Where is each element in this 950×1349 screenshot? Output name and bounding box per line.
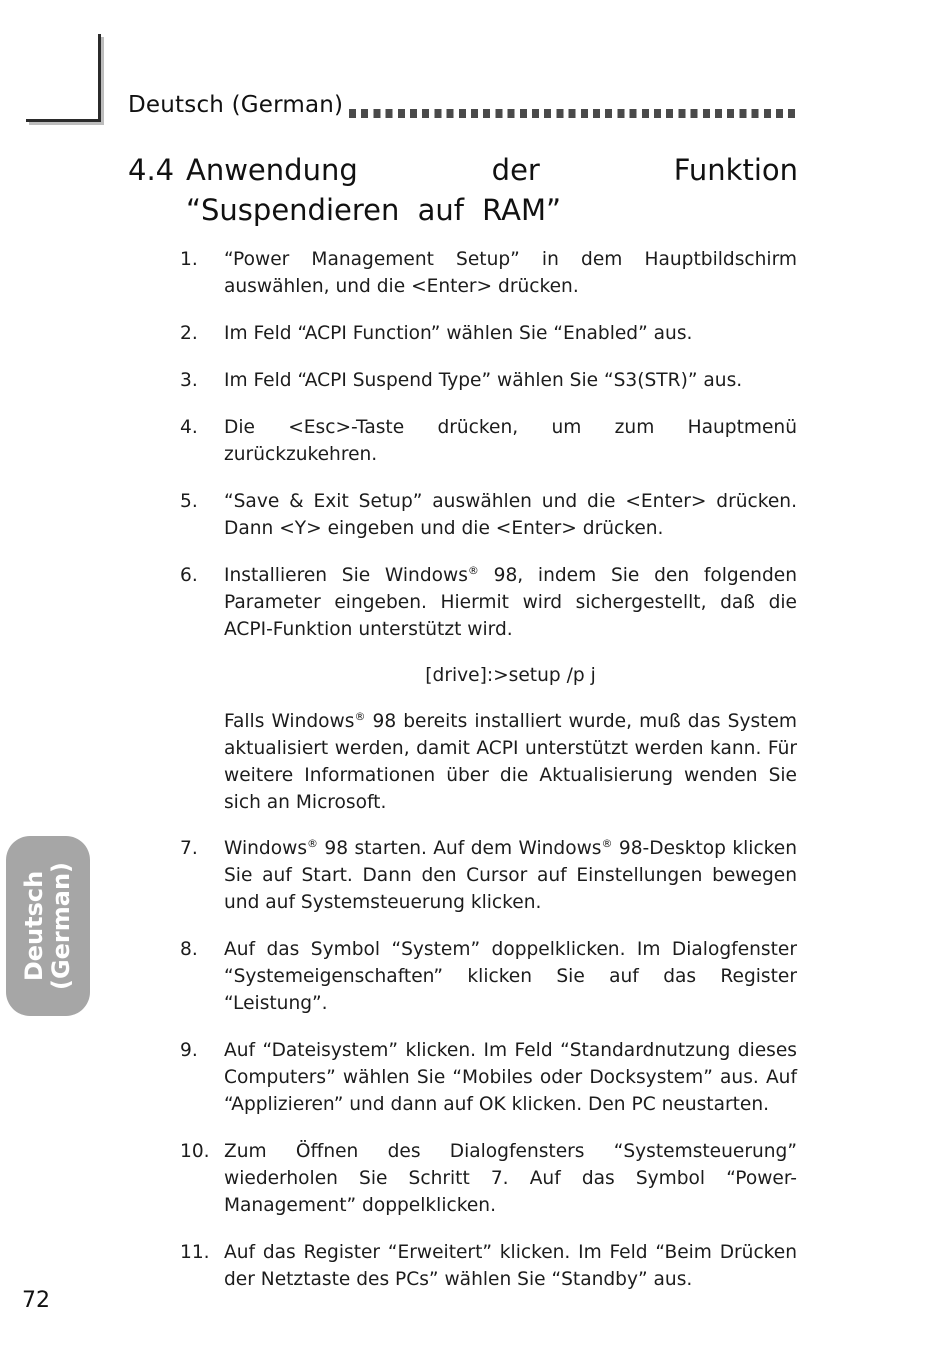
registered-mark: ® (307, 837, 318, 850)
step-text-part: Installieren Sie Windows (224, 565, 468, 586)
side-tab-line: Deutsch (20, 870, 48, 982)
list-item (180, 246, 797, 300)
registered-mark: ® (467, 564, 479, 577)
title-text: Anwendung der Funktion “Suspendieren auf RAM” (186, 153, 798, 227)
windows-note (180, 708, 797, 816)
side-tab-line: (German) (47, 861, 75, 991)
instruction-list (180, 246, 797, 1293)
step-text: Zum Öffnen des Dialogfensters “Systemsteuerung” wiederholen Sie Schritt 7. Auf das Symbol “Power-Management” doppelklicken. (224, 1141, 797, 1216)
step-text: Auf das Register “Erweitert” klicken. Im Feld “Beim Drücken der Netztaste des PCs” wählen Sie “Standby” aus. (224, 1242, 797, 1290)
corner-bracket-horizontal (26, 119, 101, 122)
list-item (180, 1138, 797, 1219)
header-dotted-rule (349, 109, 796, 118)
step-text: Auf das Symbol “System” doppelklicken. Im Dialogfenster “Systemeigenschaften” klicken Sie auf das Register “Leistung”. (224, 939, 797, 1014)
list-item (180, 1239, 797, 1293)
step-number: 5. (180, 491, 198, 512)
corner-bracket-vertical (98, 34, 101, 122)
step-number: 8. (180, 939, 198, 960)
step-text-part: Windows (224, 838, 307, 859)
step-number: 6. (180, 565, 198, 586)
note-text-part: Falls Windows (224, 711, 355, 732)
setup-command: [drive]:>setup /p j (425, 665, 596, 686)
list-item (180, 414, 797, 468)
registered-mark: ® (354, 710, 366, 723)
registered-mark: ® (601, 837, 613, 850)
step-text: “Save & Exit Setup” auswählen und die <Enter> drücken. Dann <Y> eingeben und die <Enter> drücken. (224, 491, 797, 539)
page-title (128, 150, 798, 230)
list-item (180, 936, 797, 1017)
page-number: 72 (22, 1288, 50, 1313)
step-text-part: 98 starten. Auf dem Windows (318, 838, 602, 859)
side-tab-label (21, 862, 75, 990)
step-text: “Power Management Setup” in dem Hauptbildschirm auswählen, und die <Enter> drücken. (224, 249, 797, 297)
list-item (180, 488, 797, 542)
step-text-part: 98-Desktop klicken Sie auf Start. Dann den Cursor auf Einstellungen bewegen und auf Systemsteuerung klicken. (224, 838, 797, 913)
step-number: 2. (180, 323, 198, 344)
list-item (180, 835, 797, 916)
step-number: 7. (180, 838, 198, 859)
section-header: Deutsch (German) (128, 92, 344, 118)
step-text: Die <Esc>-Taste drücken, um zum Hauptmenü zurückzukehren. (224, 417, 797, 465)
step-number: 3. (180, 370, 198, 391)
step-text: Auf “Dateisystem” klicken. Im Feld “Standardnutzung dieses Computers” wählen Sie “Mobiles oder Docksystem” aus. Auf “Applizieren” und dann auf OK klicken. Den PC neustarten. (224, 1040, 797, 1115)
step-number: 9. (180, 1040, 198, 1061)
title-number: 4.4 (128, 153, 175, 187)
list-item (180, 562, 797, 643)
step-number: 10. (180, 1141, 210, 1162)
step-text: Im Feld “ACPI Suspend Type” wählen Sie “S3(STR)” aus. (224, 370, 743, 391)
language-side-tab (6, 836, 90, 1016)
list-item (180, 367, 797, 394)
list-item (180, 320, 797, 347)
step-text-part: 98, indem Sie den folgenden Parameter eingeben. Hiermit wird sichergestellt, daß die ACPI-Funktion unterstützt wird. (224, 565, 797, 640)
step-text (224, 562, 797, 643)
step-text (224, 835, 797, 916)
list-item (180, 1037, 797, 1118)
step-text: Im Feld “ACPI Function” wählen Sie “Enabled” aus. (224, 323, 693, 344)
step-number: 11. (180, 1242, 210, 1263)
step-number: 4. (180, 417, 198, 438)
note-text-part: 98 bereits installiert wurde, muß das System aktualisiert werden, damit ACPI unterstützt werden kann. Für weitere Informationen über die Aktualisierung wenden Sie sich an Microsoft. (224, 711, 797, 813)
step-number: 1. (180, 249, 198, 270)
